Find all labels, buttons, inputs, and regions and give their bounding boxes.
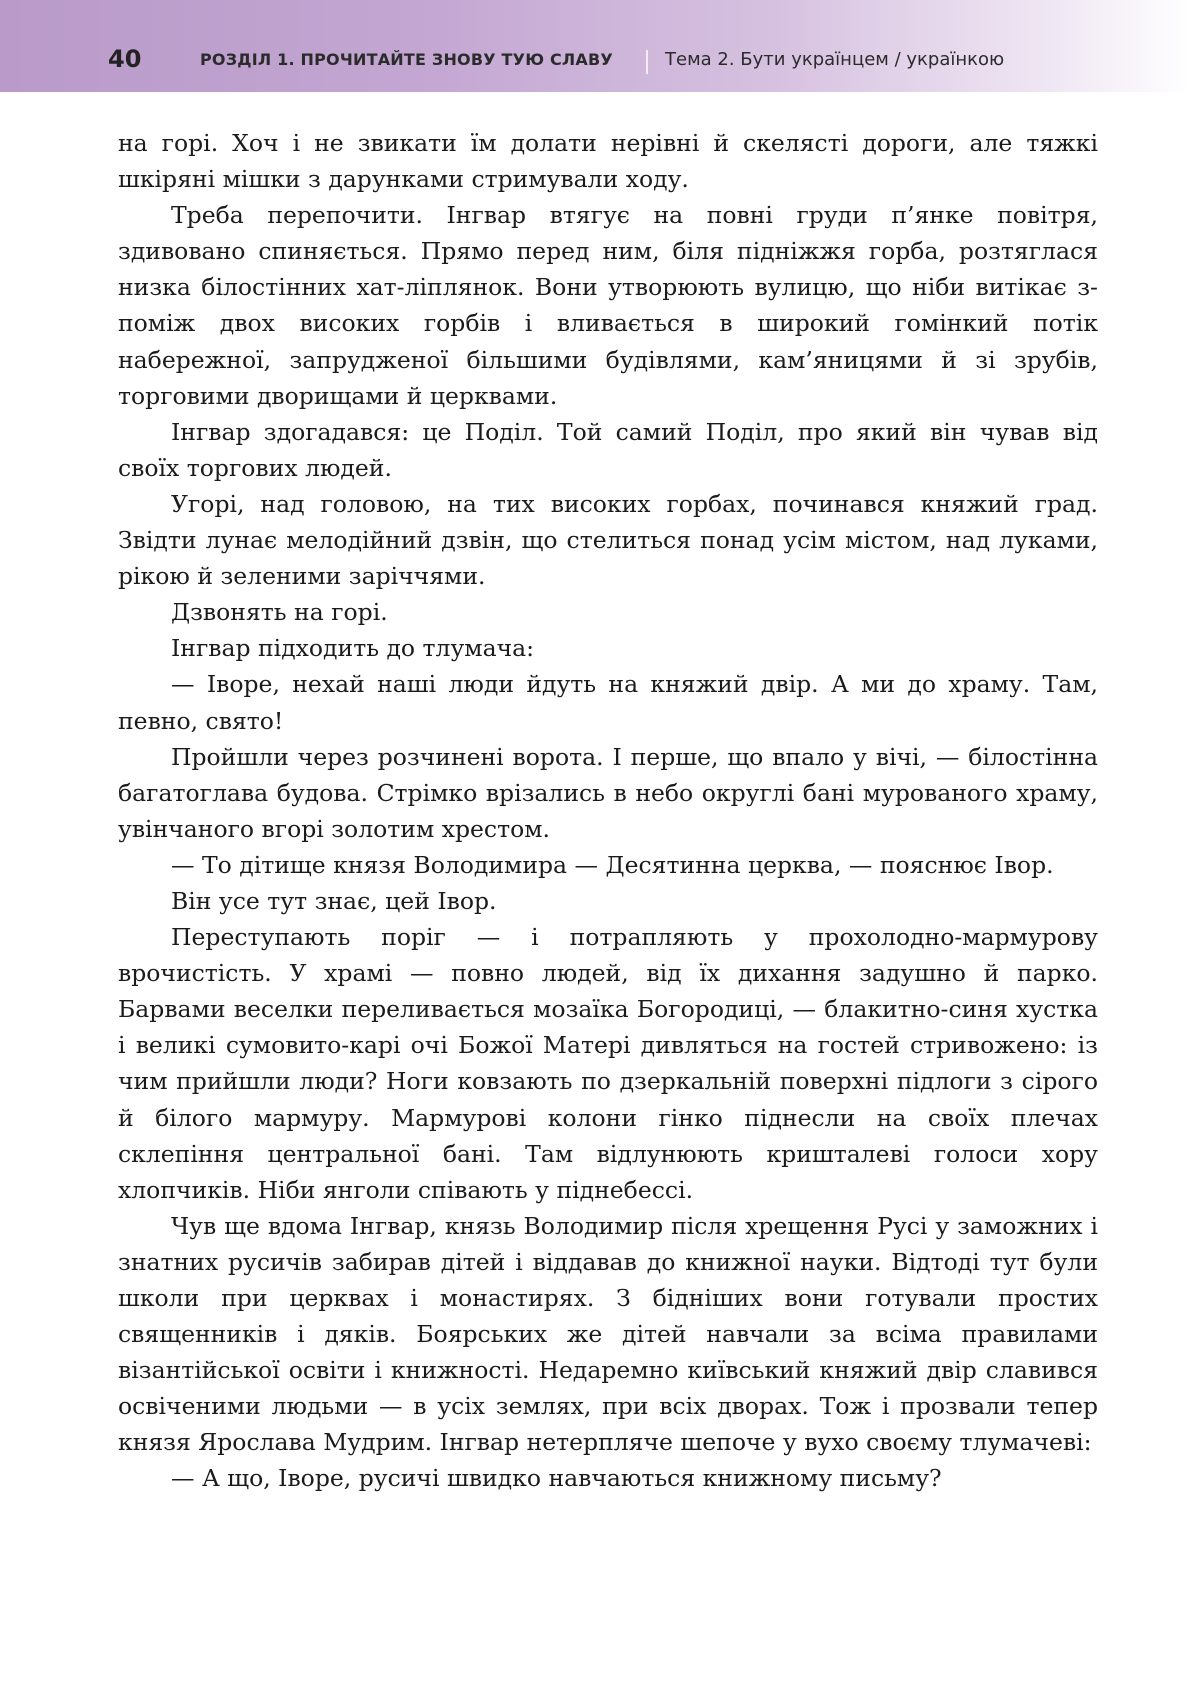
- page-header: [0, 0, 1190, 92]
- paragraph: Інгвар здогадався: це Поділ. Той самий Поділ, про який він чував від своїх торгових людей.: [118, 417, 1098, 482]
- paragraph: — Іворе, нехай наші люди йдуть на княжий двір. А ми до храму. Там, певно, свято!: [118, 670, 1098, 735]
- paragraph: Пройшли через розчинені ворота. І перше, що впало у вічі, — білостінна багатоглава будова. Стрімко врізались в небо округлі бані мурованого храму, увінчаного вгорі золотим хрестом.: [118, 742, 1098, 843]
- topic-title: Тема 2. Бути українцем / українкою: [665, 49, 1005, 70]
- paragraph: Чув ще вдома Інгвар, князь Володимир після хрещення Русі у заможних і знатних русичів забирав дітей і віддавав до книжної науки. Відтоді тут були школи при церквах і монастирях. З бідніших вони готували простих священників і дяків. Боярських же дітей навчали за всіма правилами візантійської освіти і книжності. Недаремно київський княжий двір славився освіченими людьми — в усіх землях, при всіх дворах. Тож і прозвали тепер князя Ярослава Мудрим. Інгвар нетерпляче шепоче у вухо своєму тлумачеві:: [118, 1211, 1098, 1457]
- header-divider: [646, 50, 648, 74]
- paragraph: — То дітище князя Володимира — Десятинна церква, — пояснює Івор.: [171, 850, 1054, 879]
- paragraph: на горі. Хоч і не звикати їм долати нерівні й скелясті дороги, але тяжкі шкіряні мішки з дарунками стримували ходу.: [118, 129, 1098, 194]
- paragraph: Переступають поріг — і потрапляють у прохолодно-мармурову врочистість. У храмі — повно людей, від їх дихання задушно й парко. Барвами веселки переливається мозаїка Богородиці, — блакитно-синя хустка і великі сумовито-карі очі Божої Матері дивляться на гостей стривожено: із чим прийшли люди? Ноги ковзають по дзеркальній поверхні підлоги з сірого й білого мармуру. Мармурові колони гінко піднесли на своїх плечах склепіння центральної бані. Там відлунюють кришталеві голоси хору хлопчиків. Ніби янголи співають у піднебессі.: [118, 923, 1098, 1204]
- page-number: 40: [108, 45, 142, 73]
- section-title: РОЗДІЛ 1. ПРОЧИТАЙТЕ ЗНОВУ ТУЮ СЛАВУ: [200, 50, 613, 69]
- paragraph: Він усе тут знає, цей Івор.: [171, 886, 497, 915]
- paragraph: Дзвонять на горі.: [171, 598, 388, 627]
- paragraph: — А що, Іворе, русичі швидко навчаються книжному письму?: [171, 1464, 942, 1493]
- paragraph: Угорі, над головою, на тих високих горбах, починався княжий град. Звідти лунає мелодійний дзвін, що стелиться понад усім містом, над луками, рікою й зеленими заріччями.: [118, 489, 1098, 591]
- body-text: [118, 125, 1098, 1497]
- paragraph: Інгвар підходить до тлумача:: [171, 634, 535, 663]
- paragraph: Треба перепочити. Інгвар втягує на повні груди п’янке повітря, здивовано спиняється. Прямо перед ним, біля підніжжя горба, розтяглася низка білостінних хат-ліплянок. Вони утворюють вулицю, що ніби витікає з-поміж двох високих горбів і вливається в широкий гомінкий потік набережної, запрудженої більшими будівлями, кам’яницями й зі зрубів, торговими дворищами й церквами.: [118, 201, 1098, 410]
